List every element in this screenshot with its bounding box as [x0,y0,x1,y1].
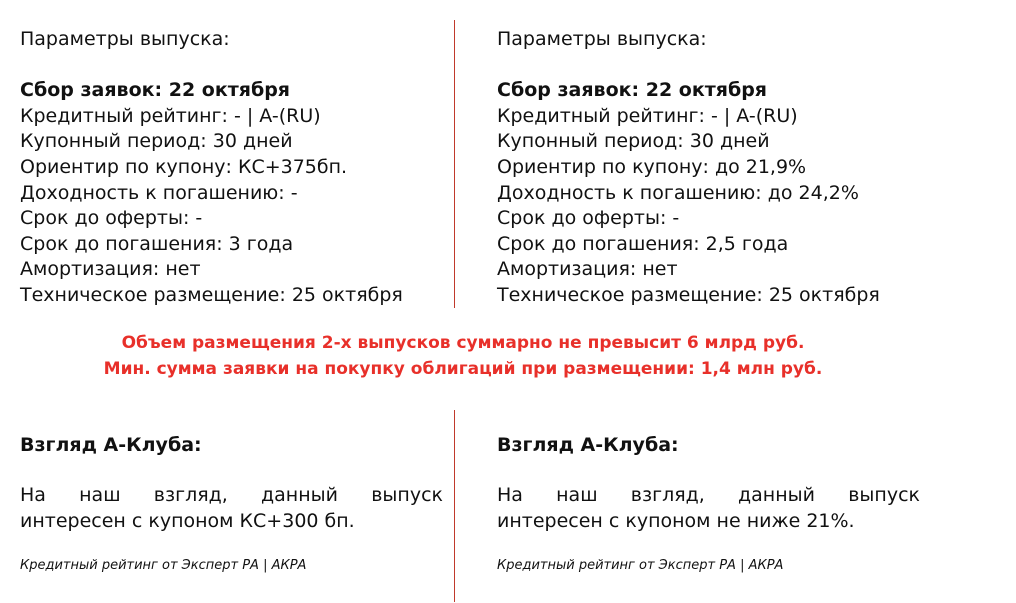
view-title: Взгляд А-Клуба: [20,434,202,456]
book-building-date: Сбор заявок: 22 октября [497,79,768,102]
coupon-period: Купонный период: 30 дней [497,130,770,153]
params-title: Параметры выпуска: [497,28,707,50]
view-title: Взгляд А-Клуба: [497,434,679,456]
left-issue-params [20,27,445,309]
placement-volume-notice: Объем размещения 2-х выпусков суммарно не превысит 6 млрд руб. [121,333,805,353]
right-club-view [497,432,922,574]
maturity-term: Срок до погашения: 3 года [20,232,294,255]
technical-placement: Техническое размещение: 25 октября [497,283,880,306]
amortization: Амортизация: нет [20,258,201,281]
rating-footnote: Кредитный рейтинг от Эксперт РА | АКРА [20,558,307,573]
offer-term: Срок до оферты: - [497,207,680,230]
rating-footnote: Кредитный рейтинг от Эксперт РА | АКРА [497,558,784,573]
offer-term: Срок до оферты: - [20,207,203,230]
right-issue-params [497,27,922,309]
view-text: На наш взгляд, данный выпуск интересен с купоном не ниже 21%. [497,484,920,532]
min-order-notice: Мин. сумма заявки на покупку облигаций при размещении: 1,4 млн руб. [103,359,823,379]
maturity-term: Срок до погашения: 2,5 года [497,232,789,255]
column-divider-bottom [454,410,455,602]
credit-rating: Кредитный рейтинг: - | A-(RU) [20,104,321,127]
yield-to-maturity: Доходность к погашению: до 24,2% [497,181,859,204]
params-title: Параметры выпуска: [20,28,230,50]
coupon-guidance: Ориентир по купону: до 21,9% [497,155,807,178]
book-building-date: Сбор заявок: 22 октября [20,79,291,102]
view-text: На наш взгляд, данный выпуск интересен с купоном КС+300 бп. [20,484,443,532]
coupon-period: Купонный период: 30 дней [20,130,293,153]
technical-placement: Техническое размещение: 25 октября [20,283,403,306]
credit-rating: Кредитный рейтинг: - | A-(RU) [497,104,798,127]
coupon-guidance: Ориентир по купону: КС+375бп. [20,155,348,178]
yield-to-maturity: Доходность к погашению: - [20,181,298,204]
amortization: Амортизация: нет [497,258,678,281]
left-club-view [20,432,445,574]
column-divider-top [454,20,455,308]
